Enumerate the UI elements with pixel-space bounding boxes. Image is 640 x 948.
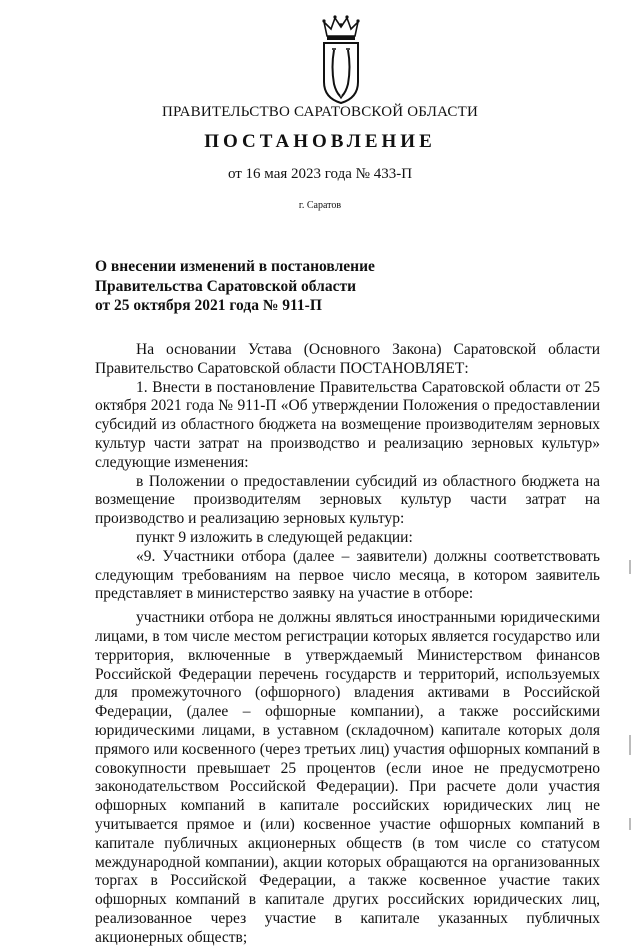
paragraph-offshore: участники отбора не должны являться иностранными юридическими лицами, в том числе местом регистрации которых является государство или территория, включенные в утверждаемый Министерством финансов Российской Федерации перечень государств и территорий, используемых для промежуточного (офшорного) владения активами в Российской Федерации, (далее – офшорные компании), а также российскими юридическими лицами, в уставном (складочном) капитале которых доля прямого или косвенного (через третьих лиц) участия офшорных компаний в совокупности превышает 25 процентов (если иное не предусмотрено законодательством Российской Федерации). При расчете доли участия офшорных компаний в капитале российских юридических лиц не учитывается прямое и (или) косвенное участие офшорных компаний в капитале публичных акционерных обществ (в том числе со статусом международной компании), акции которых обращаются на организованных торгах в Российской Федерации, а также косвенное участие таких офшорных компаний в капитале других российских юридических лиц, реализованное через участие в капитале указанных публичных акционерных обществ; bbox=[95, 609, 600, 946]
scan-margin-mark bbox=[629, 560, 631, 574]
paragraph-changes: в Положении о предоставлении субсидий из областного бюджета на возмещение производителям зерновых культур части затрат на производство и реализацию зерновых культур: bbox=[95, 472, 600, 528]
document-body bbox=[95, 341, 600, 948]
paragraph-preamble: На основании Устава (Основного Закона) Саратовской области Правительство Саратовской области ПОСТАНОВЛЯЕТ: bbox=[95, 341, 600, 377]
title-line: Правительства Саратовской области bbox=[95, 277, 356, 295]
document-date-number: от 16 мая 2023 года № 433-П bbox=[227, 166, 413, 182]
document-title bbox=[95, 257, 415, 316]
scan-margin-mark bbox=[629, 735, 631, 755]
title-line: от 25 октября 2021 года № 911-П bbox=[95, 297, 322, 314]
paragraph-item-1: 1. Внести в постановление Правительства Саратовской области от 25 октября 2021 года № 911-П «Об утверждении Положения о предоставлении субсидий из областного бюджета на возмещение производителям зерновых культур части затрат на производство и реализацию зерновых культур» следующие изменения: bbox=[95, 378, 600, 471]
organization-name: ПРАВИТЕЛЬСТВО САРАТОВСКОЙ ОБЛАСТИ bbox=[161, 104, 479, 120]
city-name: г. Саратов bbox=[298, 200, 342, 211]
document-type: ПОСТАНОВЛЕНИЕ bbox=[204, 131, 436, 152]
title-line: О внесении изменений в постановление bbox=[95, 258, 375, 275]
paragraph-requirements: «9. Участники отбора (далее – заявители) должны соответствовать следующим требованиям на первое число месяца, в котором заявитель представляет в министерство заявку на участие в отборе: bbox=[95, 547, 600, 603]
paragraph-point-9: пункт 9 изложить в следующей редакции: bbox=[136, 528, 413, 546]
coat-of-arms-icon bbox=[319, 12, 363, 104]
scan-margin-mark bbox=[629, 818, 631, 830]
